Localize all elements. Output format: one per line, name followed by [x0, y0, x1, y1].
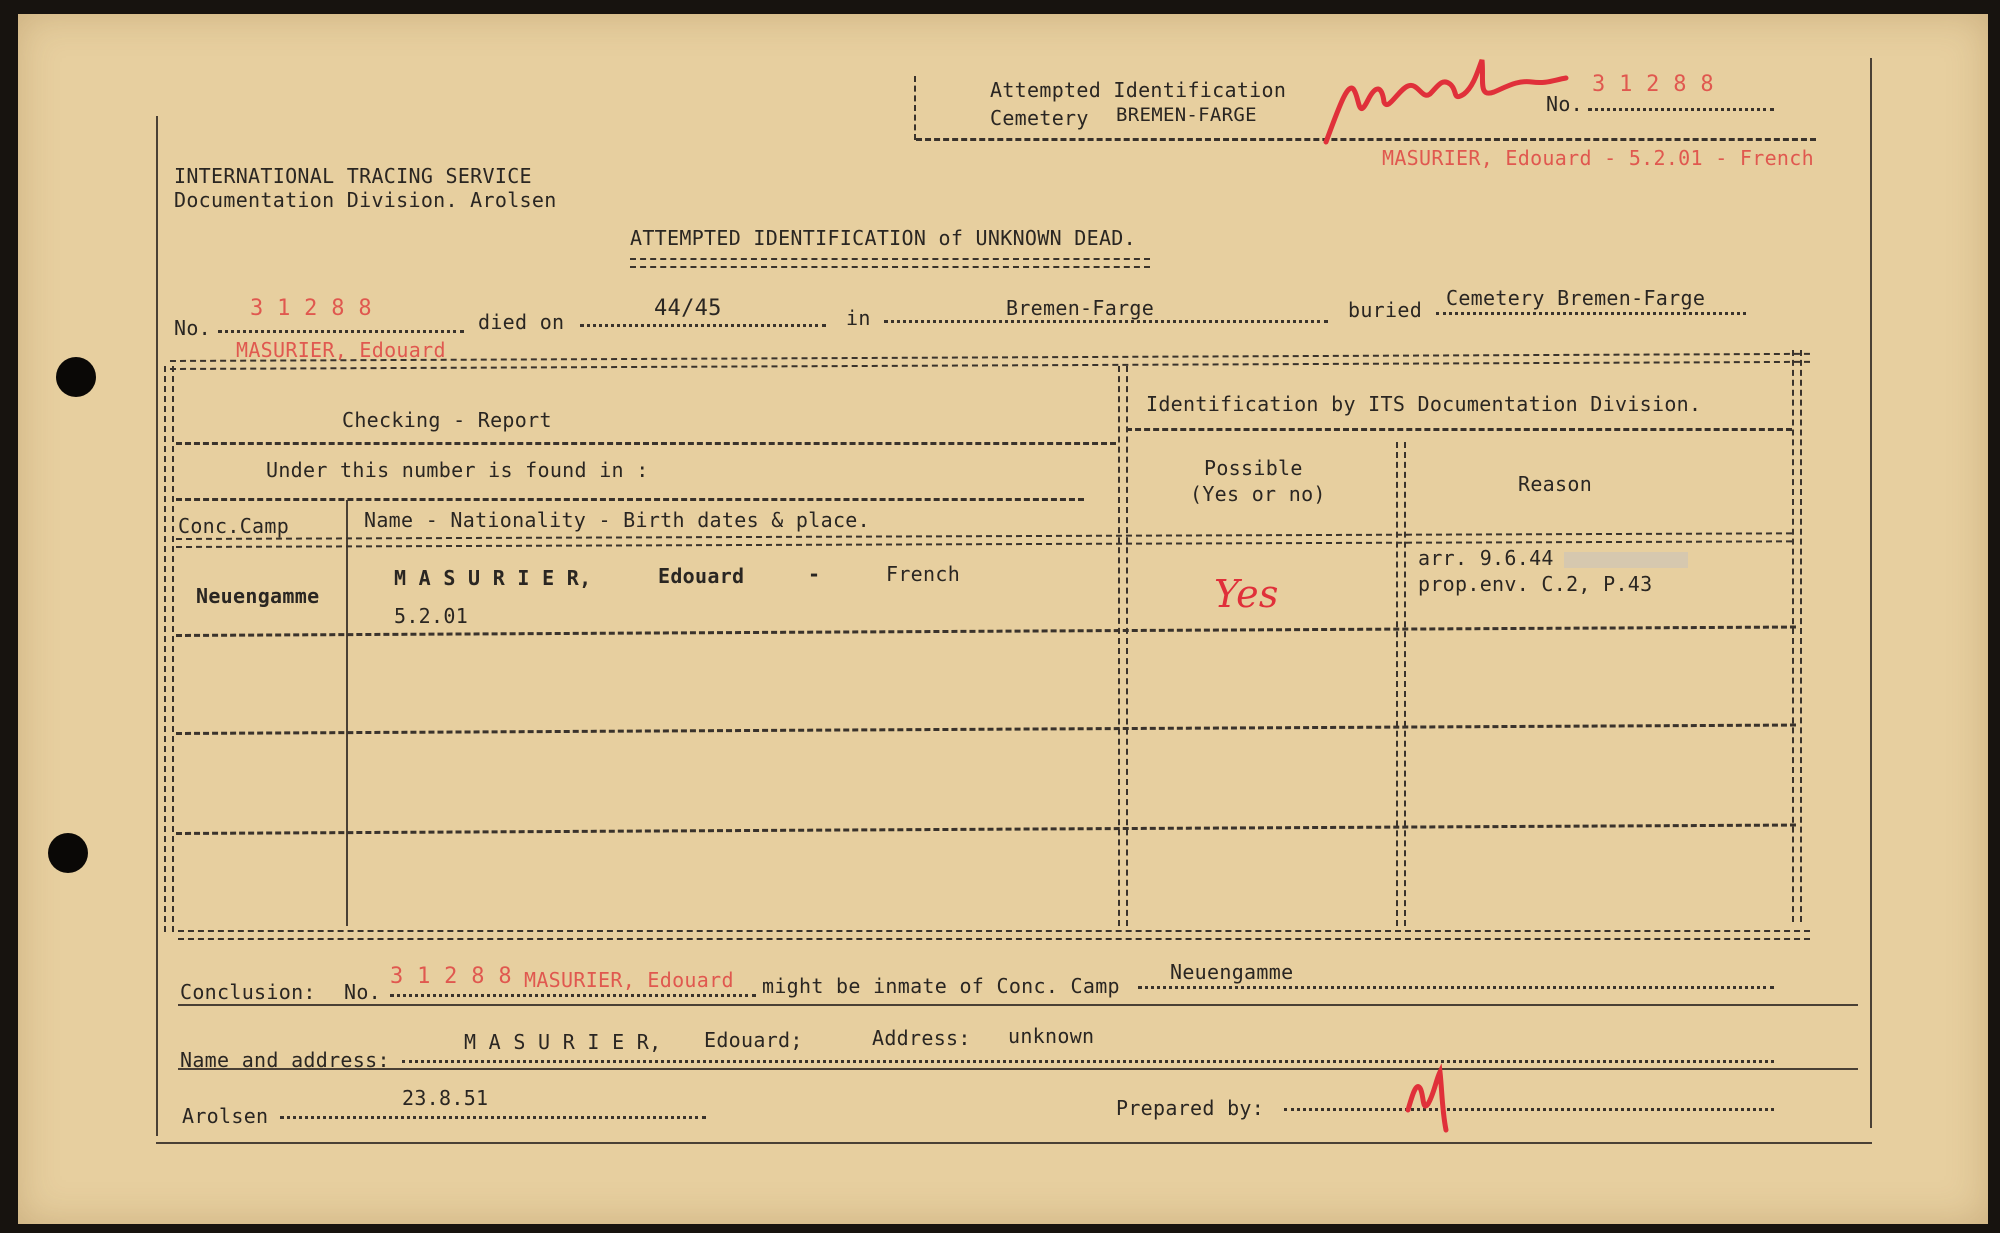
attempt-box-no-label: No.: [1546, 92, 1584, 116]
possible-subheader: (Yes or no): [1190, 482, 1326, 506]
row-rule-3: [176, 824, 1796, 835]
footer-prepared-label: Prepared by:: [1116, 1096, 1265, 1120]
conclusion-camp: Neuengamme: [1170, 960, 1294, 984]
found-in-rule: [176, 498, 1084, 501]
preparer-signature-mark: [1402, 1066, 1482, 1136]
record-name: MASURIER, Edouard: [236, 338, 446, 362]
record-place: Bremen-Farge: [1006, 296, 1155, 320]
name-address-address-value: unknown: [1008, 1024, 1095, 1048]
footer-date-dots: [280, 1116, 706, 1119]
footer-date: 23.8.51: [402, 1086, 489, 1110]
record-buried-label: buried: [1348, 298, 1423, 322]
record-in-label: in: [846, 306, 871, 330]
frame-left: [156, 116, 158, 1136]
attempt-box-title: Attempted Identification: [990, 78, 1287, 102]
reason-header: Reason: [1518, 472, 1593, 496]
conclusion-camp-dots: [1138, 986, 1774, 989]
name-address-firstname: Edouard;: [704, 1028, 803, 1052]
conclusion-no-label: No.: [344, 980, 382, 1004]
header-rule-right: [1126, 428, 1792, 431]
record-buried-value: Cemetery Bremen-Farge: [1446, 286, 1706, 310]
attempt-box-left-rule: [914, 76, 918, 140]
record-died-dots: [580, 324, 826, 327]
handwritten-mark-made: [1318, 50, 1578, 150]
punch-hole-bottom: [48, 833, 88, 873]
attempt-box-no-value: 3 1 2 8 8: [1592, 72, 1714, 97]
col-name-header: Name - Nationality - Birth dates & place.: [364, 508, 870, 532]
col-camp-header: Conc.Camp: [178, 514, 290, 538]
row-reason-erased: [1564, 552, 1688, 568]
attempt-box-cemetery: BREMEN-FARGE: [1116, 104, 1257, 126]
name-address-name: M A S U R I E R,: [464, 1030, 662, 1054]
table-mid-rule: [1118, 366, 1128, 926]
header-rule-left: [176, 442, 1116, 445]
table-left-rule: [164, 366, 174, 932]
name-address-label: Name and address:: [180, 1048, 390, 1072]
row-nationality: French: [886, 562, 961, 586]
document-card: [18, 14, 1988, 1224]
row-possible-answer: Yes: [1214, 572, 1279, 616]
record-no-label: No.: [174, 316, 212, 340]
conclusion-label: Conclusion:: [180, 980, 316, 1004]
punch-hole-top: [56, 357, 96, 397]
possible-header: Possible: [1204, 456, 1303, 480]
row-firstname: Edouard: [658, 564, 745, 588]
record-died-value: 44/45: [654, 296, 722, 321]
name-address-underline: [178, 1068, 1858, 1070]
table-possible-reason-rule: [1396, 442, 1406, 926]
record-no-value: 3 1 2 8 8: [250, 296, 372, 321]
conclusion-middle-text: might be inmate of Conc. Camp: [762, 974, 1120, 998]
row-reason-line-2: prop.env. C.2, P.43: [1418, 572, 1653, 596]
org-line-2: Documentation Division. Arolsen: [174, 188, 557, 212]
record-buried-dots: [1436, 312, 1746, 315]
row-dash: -: [808, 562, 821, 586]
attempt-box-red-line: MASURIER, Edouard - 5.2.01 - French: [1382, 146, 1814, 170]
row-birth: 5.2.01: [394, 604, 469, 628]
table-right-rule: [1792, 350, 1802, 922]
conclusion-no-dots: [390, 994, 756, 997]
conclusion-name: MASURIER, Edouard: [524, 968, 734, 992]
frame-bottom: [156, 1142, 1872, 1144]
attempt-box-no-dots: [1588, 108, 1774, 111]
frame-right: [1870, 58, 1872, 1128]
conclusion-underline: [178, 1004, 1858, 1006]
page-title: ATTEMPTED IDENTIFICATION of UNKNOWN DEAD.: [630, 226, 1136, 250]
name-address-dots: [402, 1060, 1774, 1063]
table-camp-name-rule: [346, 500, 348, 926]
record-place-dots: [884, 320, 1328, 323]
conclusion-no-value: 3 1 2 8 8: [390, 964, 512, 989]
found-in-label: Under this number is found in :: [266, 458, 649, 482]
identification-header: Identification by ITS Documentation Division.: [1146, 392, 1702, 416]
record-no-dots: [218, 330, 464, 333]
attempt-box-cemetery-label: Cemetery: [990, 106, 1089, 130]
org-line-1: INTERNATIONAL TRACING SERVICE: [174, 164, 532, 188]
name-address-address-label: Address:: [872, 1026, 971, 1050]
table-bottom-rule: [178, 930, 1810, 940]
record-died-label: died on: [478, 310, 565, 334]
footer-prepared-dots: [1284, 1108, 1774, 1111]
checking-report-header: Checking - Report: [342, 408, 552, 432]
title-underline: [630, 258, 1150, 268]
row-reason-line-1: arr. 9.6.44: [1418, 546, 1554, 570]
row-camp: Neuengamme: [196, 584, 320, 608]
footer-place: Arolsen: [182, 1104, 269, 1128]
row-surname: M A S U R I E R,: [394, 566, 592, 590]
row-rule-2: [176, 724, 1796, 735]
